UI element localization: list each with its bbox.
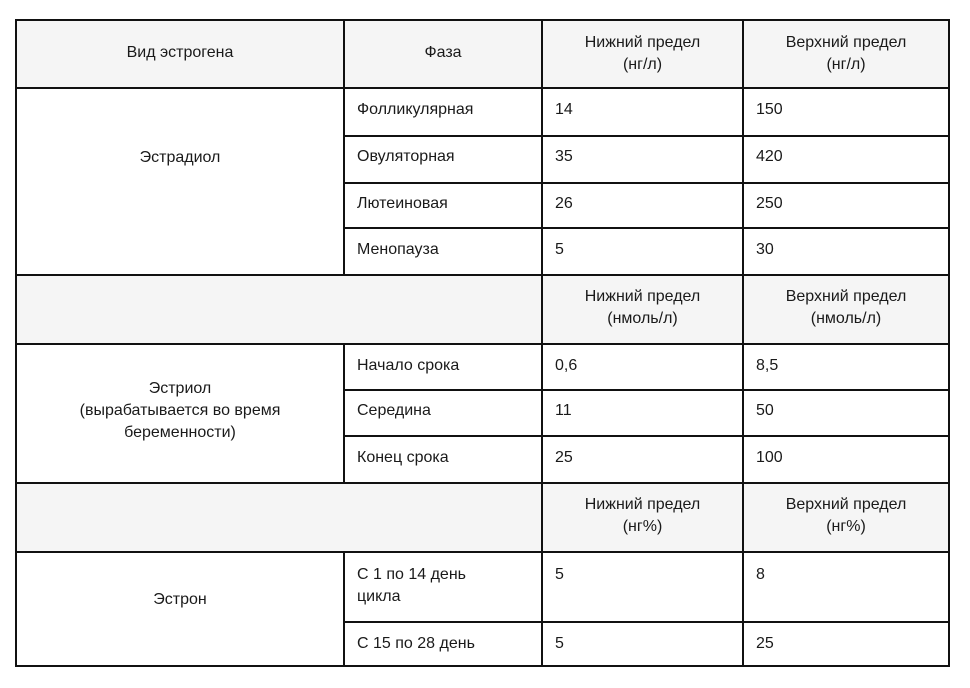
estrone-units-low-line2: (нг%): [622, 518, 663, 535]
estriol-label: [17, 378, 343, 444]
estrogen-table: [15, 19, 950, 667]
rule: [15, 19, 17, 667]
estradiol-phase-4: Менопауза: [357, 241, 439, 258]
estrone-units-high-line2: (нг%): [826, 518, 866, 535]
estradiol-high-3: 250: [756, 195, 783, 212]
estrone-units-high: [744, 494, 948, 538]
rule: [742, 19, 744, 667]
estrone-phase-1-line2: цикла: [357, 588, 401, 605]
estriol-high-2: 50: [756, 402, 774, 419]
estriol-note-line1: (вырабатывается во время: [79, 402, 281, 419]
estrone-name: Эстрон: [153, 591, 207, 608]
estrone-phase-1-line1: С 1 по 14 день: [357, 566, 466, 583]
rule: [15, 551, 950, 553]
estrone-high-1: 8: [756, 566, 765, 583]
rule: [343, 182, 950, 184]
estrone-phase-2: С 15 по 28 день: [357, 635, 475, 652]
estradiol-high-4: 30: [756, 241, 774, 258]
estrone-low-1: 5: [555, 566, 564, 583]
estriol-name: Эстриол: [148, 380, 212, 397]
rule: [15, 274, 950, 276]
estradiol-phase-1: Фолликулярная: [357, 101, 474, 118]
estradiol-low-1: 14: [555, 101, 573, 118]
header-high-line1: Верхний предел: [785, 34, 907, 51]
estradiol-high-2: 420: [756, 148, 783, 165]
estradiol-low-2: 35: [555, 148, 573, 165]
rule: [343, 227, 950, 229]
estrone-phase-1: [357, 564, 466, 608]
header-type: Вид эстрогена: [126, 44, 234, 61]
header-low-line2: (нг/л): [622, 56, 663, 73]
header-high: [744, 32, 948, 76]
estriol-low-1: 0,6: [555, 357, 578, 374]
rule: [15, 343, 950, 345]
estriol-phase-2: Середина: [357, 402, 431, 419]
rule: [15, 87, 950, 89]
rule: [15, 482, 950, 484]
estradiol-name: Эстрадиол: [139, 149, 221, 166]
estriol-units-low-line2: (нмоль/л): [607, 310, 678, 327]
estradiol-high-1: 150: [756, 101, 783, 118]
rule: [343, 551, 345, 667]
estrone-units-low-line1: Нижний предел: [584, 496, 701, 513]
header-high-line2: (нг/л): [826, 56, 866, 73]
rule: [343, 343, 345, 484]
estriol-units-high: [744, 286, 948, 330]
estriol-note-line2: беременности): [124, 424, 236, 441]
estradiol-phase-2: Овуляторная: [357, 148, 455, 165]
rule: [343, 135, 950, 137]
header-phase: Фаза: [424, 44, 462, 61]
estrone-units-high-line1: Верхний предел: [785, 496, 907, 513]
estriol-units-low-line1: Нижний предел: [584, 288, 701, 305]
header-low: [543, 32, 742, 76]
rule: [343, 621, 950, 623]
estriol-phase-3: Конец срока: [357, 449, 449, 466]
rule: [343, 389, 950, 391]
estrone-units-low: [543, 494, 742, 538]
estriol-low-2: 11: [555, 402, 572, 419]
estriol-units-high-line2: (нмоль/л): [810, 310, 882, 327]
header-low-line1: Нижний предел: [584, 34, 701, 51]
estriol-phase-1: Начало срока: [357, 357, 460, 374]
rule: [15, 19, 950, 21]
rule: [15, 665, 950, 667]
rule: [343, 435, 950, 437]
estradiol-low-4: 5: [555, 241, 564, 258]
estrone-low-2: 5: [555, 635, 564, 652]
estrone-high-2: 25: [756, 635, 774, 652]
estradiol-phase-3: Лютеиновая: [357, 195, 448, 212]
estriol-high-1: 8,5: [756, 357, 779, 374]
rule: [541, 19, 543, 667]
estriol-low-3: 25: [555, 449, 573, 466]
estriol-high-3: 100: [756, 449, 783, 466]
rule: [343, 87, 345, 276]
estriol-units-high-line1: Верхний предел: [785, 288, 907, 305]
rule: [948, 19, 950, 667]
estradiol-low-3: 26: [555, 195, 573, 212]
estriol-units-low: [543, 286, 742, 330]
